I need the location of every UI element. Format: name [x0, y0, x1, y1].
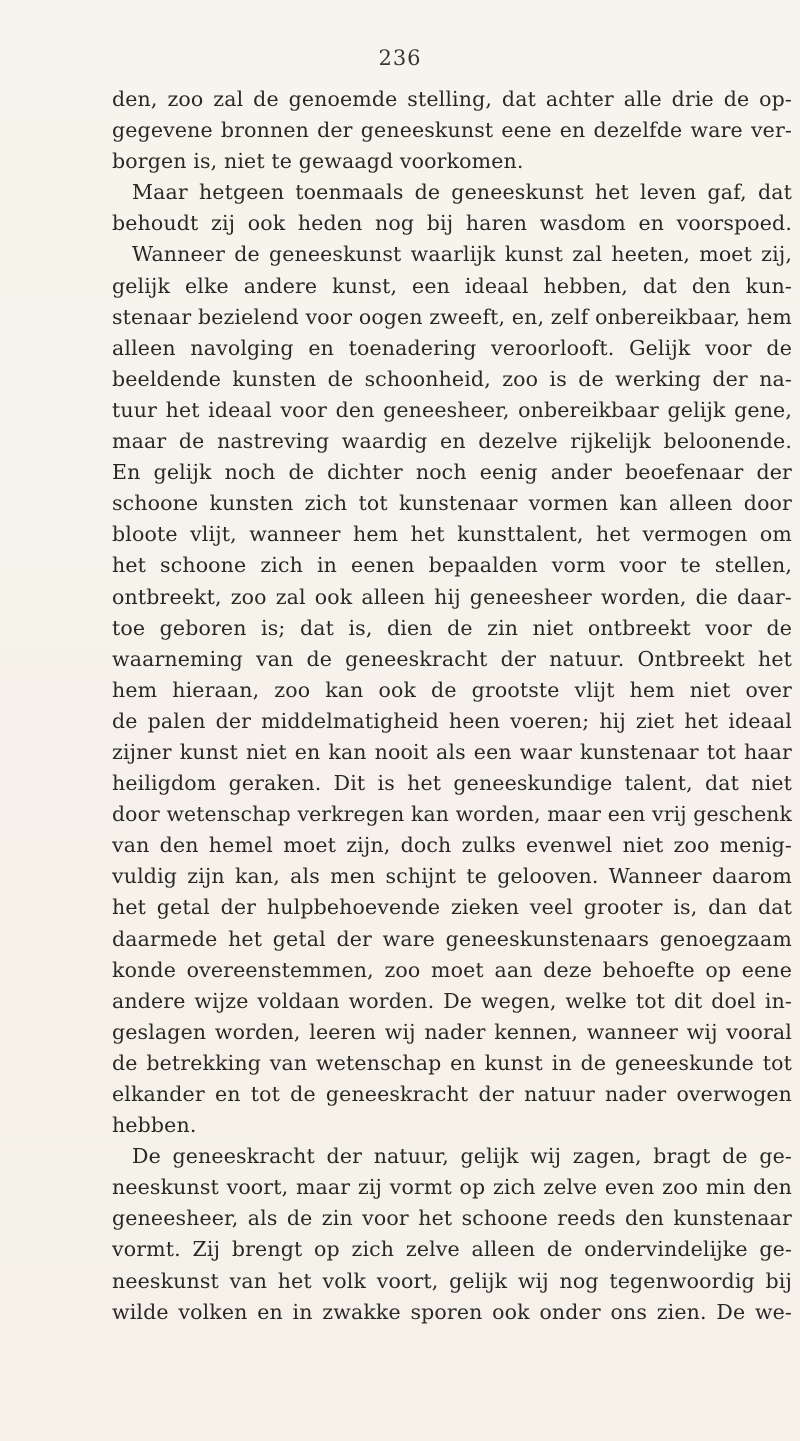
- text-line: alleen navolging en toenadering veroorlooft. Gelijk voor de: [112, 335, 792, 360]
- text-line: borgen is, niet te gewaagd voorkomen.: [112, 149, 524, 174]
- text-line: daarmede het getal der ware geneeskunstenaars genoegzaam: [112, 926, 792, 951]
- text-line: maar de nastreving waardig en dezelve rijkelijk beloonende.: [112, 429, 792, 454]
- text-line: Maar hetgeen toenmaals de geneeskunst het leven gaf, dat: [132, 180, 792, 205]
- text-line: ontbreekt, zoo zal ook alleen hij geneesheer worden, die daar-: [112, 584, 792, 609]
- text-line: stenaar bezielend voor oogen zweeft, en, zelf onbereikbaar, hem: [112, 304, 792, 329]
- text-line: tuur het ideaal voor den geneesheer, onbereikbaar gelijk gene,: [112, 397, 792, 422]
- text-line: neeskunst van het volk voort, gelijk wij nog tegenwoordig bij: [112, 1268, 792, 1293]
- text-line: beeldende kunsten de schoonheid, zoo is de werking der na-: [112, 366, 792, 391]
- text-line: het getal der hulpbehoevende zieken veel grooter is, dan dat: [112, 895, 792, 920]
- text-line: konde overeenstemmen, zoo moet aan deze behoefte op eene: [112, 957, 792, 982]
- text-line: gelijk elke andere kunst, een ideaal hebben, dat den kun-: [112, 273, 792, 298]
- text-line: hebben.: [112, 1113, 197, 1138]
- text-line: Wanneer de geneeskunst waarlijk kunst zal heeten, moet zij,: [132, 242, 792, 267]
- text-line: waarneming van de geneeskracht der natuur. Ontbreekt het: [112, 646, 792, 671]
- text-line: De geneeskracht der natuur, gelijk wij zagen, bragt de ge-: [132, 1144, 792, 1169]
- body-text: [112, 84, 792, 1328]
- text-line: bloote vlijt, wanneer hem het kunsttalent, het vermogen om: [112, 522, 792, 547]
- text-line: elkander en tot de geneeskracht der natuur nader overwogen: [112, 1082, 792, 1106]
- text-line: den, zoo zal de genoemde stelling, dat achter alle drie de op-: [112, 87, 792, 111]
- text-line: de palen der middelmatigheid heen voeren; hij ziet het ideaal: [112, 708, 792, 733]
- text-line: andere wijze voldaan worden. De wegen, welke tot dit doel in-: [112, 988, 792, 1013]
- text-line: schoone kunsten zich tot kunstenaar vormen kan alleen door: [112, 491, 792, 516]
- text-line: En gelijk noch de dichter noch eenig ander beoefenaar der: [112, 460, 792, 485]
- text-line: wilde volken en in zwakke sporen ook onder ons zien. De we-: [112, 1299, 792, 1324]
- text-line: zijner kunst niet en kan nooit als een waar kunstenaar tot haar: [112, 739, 792, 764]
- text-line: geslagen worden, leeren wij nader kennen, wanneer wij vooral: [112, 1019, 792, 1044]
- text-line: geneesheer, als de zin voor het schoone reeds den kunstenaar: [112, 1206, 792, 1231]
- page-number: 236: [378, 46, 422, 70]
- text-line: door wetenschap verkregen kan worden, maar een vrij geschenk: [112, 802, 792, 827]
- text-line: behoudt zij ook heden nog bij haren wasdom en voorspoed.: [112, 211, 792, 236]
- text-line: toe geboren is; dat is, dien de zin niet ontbreekt voor de: [112, 615, 792, 640]
- text-line: vuldig zijn kan, als men schijnt te gelooven. Wanneer daarom: [112, 864, 792, 889]
- text-line: van den hemel moet zijn, doch zulks evenwel niet zoo menig-: [112, 833, 792, 858]
- text-line: vormt. Zij brengt op zich zelve alleen de ondervindelijke ge-: [112, 1237, 792, 1262]
- text-line: gegevene bronnen der geneeskunst eene en dezelfde ware ver-: [112, 118, 792, 143]
- text-line: heiligdom geraken. Dit is het geneeskundige talent, dat niet: [112, 771, 792, 796]
- text-line: hem hieraan, zoo kan ook de grootste vlijt hem niet over: [112, 677, 792, 702]
- text-line: het schoone zich in eenen bepaalden vorm voor te stellen,: [112, 553, 792, 578]
- text-line: de betrekking van wetenschap en kunst in de geneeskunde tot: [112, 1050, 792, 1075]
- text-line: neeskunst voort, maar zij vormt op zich zelve even zoo min den: [112, 1175, 792, 1200]
